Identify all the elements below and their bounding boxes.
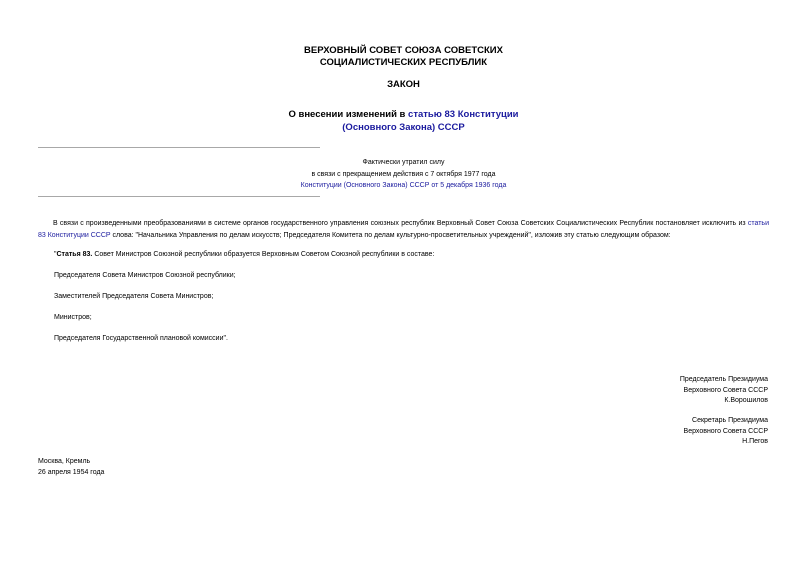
date: 26 апреля 1954 года: [38, 468, 105, 476]
status-line-1: Фактически утратил силу: [362, 159, 445, 166]
issuer-line-1: ВЕРХОВНЫЙ СОВЕТ СОЮЗА СОВЕТСКИХ: [304, 45, 503, 56]
signature-chairman: [680, 375, 768, 407]
article-label: Статья 83.: [56, 251, 93, 258]
article-83-heading: "Статья 83. Совет Министров Союзной республики образуется Верховным Советом Союзной республики в составе:: [54, 251, 435, 258]
chairman-title-2: Верховного Совета СССР: [683, 386, 768, 394]
document-type: ЗАКОН: [387, 79, 420, 90]
article-text: Совет Министров Союзной республики образуется Верховным Советом Союзной республики в составе:: [92, 251, 435, 258]
chairman-name: К.Ворошилов: [724, 397, 768, 404]
preamble-rest: слова: "Начальника Управления по делам искусств; Председателя Комитета по делам культурно-просветительных учреждений", изложив эту статью следующим образом:: [110, 231, 671, 239]
article-item-4: Председателя Государственной плановой комиссии".: [54, 335, 228, 342]
preamble-article-link[interactable]: статьи 83 Конституции СССР: [38, 220, 769, 239]
preamble-text: В связи с произведенными преобразованиями в системе органов государственного управления союзных республик Верховный Совет Союза Советских Социалистических Республик постановляет исключить из: [53, 220, 748, 227]
place: Москва, Кремль: [38, 458, 91, 465]
document-title: [0, 109, 807, 134]
article-item-2: Заместителей Председателя Совета Министров;: [54, 293, 214, 300]
title-link-constitution[interactable]: (Основного Закона) СССР: [342, 121, 465, 133]
status-constitution-link[interactable]: Конституции (Основного Закона) СССР от 5 декабря 1936 года: [300, 182, 507, 189]
title-prefix: О внесении изменений в: [288, 109, 409, 120]
status-note: [0, 157, 807, 192]
title-link-article-83[interactable]: статью 83 Конституции: [408, 109, 519, 120]
status-line-2: в связи с прекращением действия с 7 октября 1977 года: [311, 170, 496, 178]
article-item-1: Председателя Совета Министров Союзной республики;: [54, 272, 236, 279]
issuer-line-2: СОЦИАЛИСТИЧЕСКИХ РЕСПУБЛИК: [319, 57, 488, 68]
chairman-title-1: Председатель Президиума: [679, 376, 768, 383]
status-top-divider: [38, 147, 320, 148]
preamble-paragraph: [38, 218, 769, 241]
signature-secretary: [684, 416, 768, 448]
status-bottom-divider: [38, 196, 320, 197]
article-item-3: Министров;: [54, 314, 92, 321]
secretary-name: Н.Пегов: [742, 438, 768, 445]
place-and-date: [38, 457, 104, 478]
secretary-title-1: Секретарь Президиума: [692, 417, 768, 424]
secretary-title-2: Верховного Совета СССР: [683, 427, 768, 435]
issuer-heading: [0, 45, 807, 69]
